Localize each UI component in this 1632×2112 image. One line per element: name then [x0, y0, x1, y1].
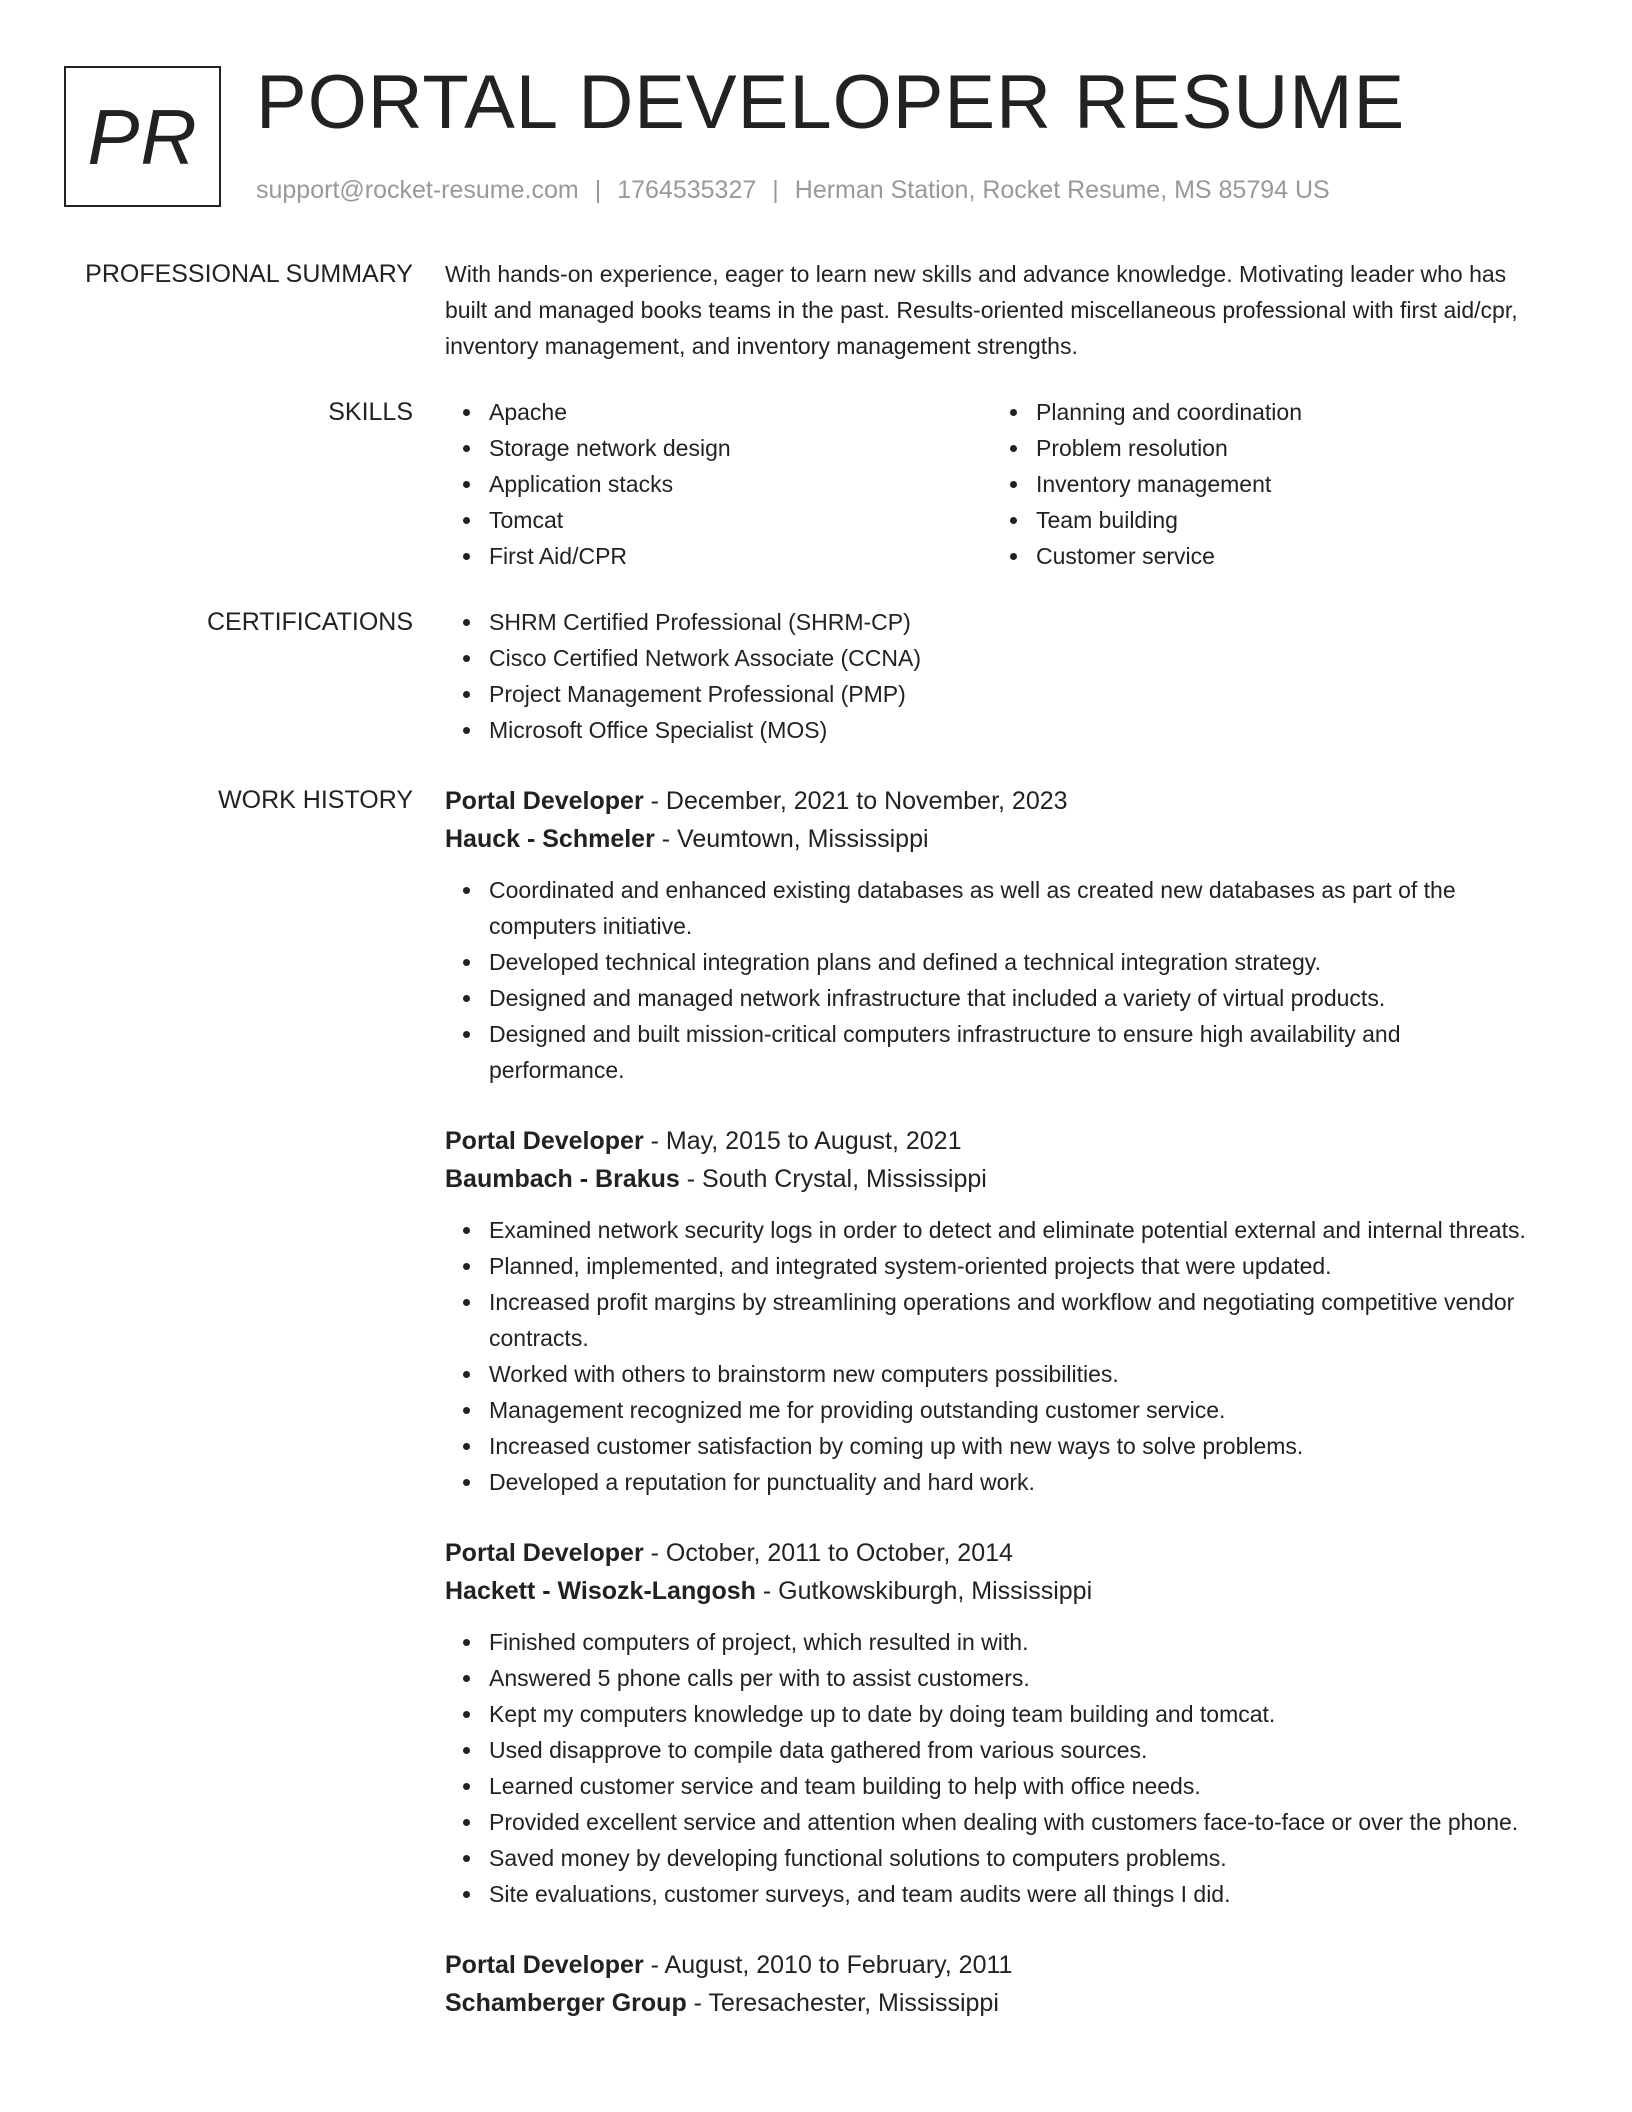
- skills-list-left: [445, 394, 992, 574]
- job-company: Schamberger Group: [445, 1989, 687, 2017]
- monogram-initials: PR: [87, 92, 198, 181]
- job-role: Portal Developer: [445, 787, 644, 815]
- skills-grid: [445, 394, 1540, 574]
- job-company: Baumbach - Brakus: [445, 1165, 680, 1193]
- skills-list-right: [992, 394, 1540, 574]
- skill-item: Inventory management: [1036, 466, 1540, 502]
- job-company-line: [445, 1160, 1540, 1198]
- job-bullet: Designed and built mission-critical computers infrastructure to ensure high availability and performance.: [489, 1016, 1540, 1088]
- skill-item: Customer service: [1036, 538, 1540, 574]
- job-bullet: Kept my computers knowledge up to date by doing team building and tomcat.: [489, 1696, 1540, 1732]
- contact-phone: 1764535327: [617, 176, 757, 204]
- summary-label: PROFESSIONAL SUMMARY: [85, 260, 413, 288]
- job-entry: [445, 782, 1540, 1088]
- job-role: Portal Developer: [445, 1951, 644, 1979]
- job-bullet: Examined network security logs in order to detect and eliminate potential external and internal threats.: [489, 1212, 1540, 1248]
- contact-line: [256, 172, 1330, 208]
- job-title-line: [445, 782, 1540, 820]
- contact-separator: |: [772, 176, 779, 204]
- certification-item: Project Management Professional (PMP): [489, 676, 1540, 712]
- job-bullet: Designed and managed network infrastructure that included a variety of virtual products.: [489, 980, 1540, 1016]
- job-bullet: Answered 5 phone calls per with to assist customers.: [489, 1660, 1540, 1696]
- job-location: - Teresachester, Mississippi: [686, 1989, 999, 2017]
- work-history-body: [445, 782, 1540, 2056]
- job-entry: [445, 1946, 1540, 2022]
- job-bullets: [445, 1624, 1540, 1912]
- job-bullets: [445, 1212, 1540, 1500]
- certification-item: SHRM Certified Professional (SHRM-CP): [489, 604, 1540, 640]
- job-bullet: Developed technical integration plans and defined a technical integration strategy.: [489, 944, 1540, 980]
- monogram-box: [64, 66, 221, 207]
- contact-address: Herman Station, Rocket Resume, MS 85794 US: [794, 176, 1330, 204]
- job-entry: [445, 1534, 1540, 1912]
- job-bullet: Increased profit margins by streamlining operations and workflow and negotiating competitive vendor contracts.: [489, 1284, 1540, 1356]
- summary-body: [445, 256, 1540, 364]
- skill-item: Tomcat: [489, 502, 992, 538]
- job-bullet: Finished computers of project, which resulted in with.: [489, 1624, 1540, 1660]
- job-company: Hackett - Wisozk-Langosh: [445, 1577, 756, 1605]
- job-bullet: Site evaluations, customer surveys, and team audits were all things I did.: [489, 1876, 1540, 1912]
- job-location: - Gutkowskiburgh, Mississippi: [755, 1577, 1093, 1605]
- job-company-line: [445, 1572, 1540, 1610]
- job-location: - South Crystal, Mississippi: [679, 1165, 987, 1193]
- skill-item: First Aid/CPR: [489, 538, 992, 574]
- job-bullet: Learned customer service and team building to help with office needs.: [489, 1768, 1540, 1804]
- job-dates: - December, 2021 to November, 2023: [643, 787, 1068, 815]
- skill-item: Team building: [1036, 502, 1540, 538]
- job-bullet: Planned, implemented, and integrated system-oriented projects that were updated.: [489, 1248, 1540, 1284]
- job-bullet: Coordinated and enhanced existing databases as well as created new databases as part of the computers initiative.: [489, 872, 1540, 944]
- job-company-line: [445, 1984, 1540, 2022]
- summary-text: With hands-on experience, eager to learn new skills and advance knowledge. Motivating leader who has built and managed books teams in the past. Results-oriented miscellaneous professional with first aid/cpr, inventory management, and inventory management strengths.: [445, 261, 1518, 359]
- job-role: Portal Developer: [445, 1127, 644, 1155]
- job-bullet: Developed a reputation for punctuality and hard work.: [489, 1464, 1540, 1500]
- certifications-body: [445, 604, 1540, 748]
- skills-label: SKILLS: [328, 398, 413, 426]
- skill-item: Planning and coordination: [1036, 394, 1540, 430]
- skill-item: Storage network design: [489, 430, 992, 466]
- job-dates: - October, 2011 to October, 2014: [643, 1539, 1013, 1567]
- job-bullet: Management recognized me for providing outstanding customer service.: [489, 1392, 1540, 1428]
- job-title-line: [445, 1534, 1540, 1572]
- job-bullet: Worked with others to brainstorm new computers possibilities.: [489, 1356, 1540, 1392]
- skill-item: Apache: [489, 394, 992, 430]
- job-dates: - August, 2010 to February, 2011: [643, 1951, 1013, 1979]
- job-bullet: Increased customer satisfaction by coming up with new ways to solve problems.: [489, 1428, 1540, 1464]
- certification-item: Cisco Certified Network Associate (CCNA): [489, 640, 1540, 676]
- job-location: - Veumtown, Mississippi: [654, 825, 929, 853]
- job-bullet: Saved money by developing functional solutions to computers problems.: [489, 1840, 1540, 1876]
- job-company-line: [445, 820, 1540, 858]
- job-dates: - May, 2015 to August, 2021: [643, 1127, 962, 1155]
- job-title-line: [445, 1122, 1540, 1160]
- skill-item: Application stacks: [489, 466, 992, 502]
- certifications-list: [445, 604, 1540, 748]
- job-entry: [445, 1122, 1540, 1500]
- job-bullet: Provided excellent service and attention when dealing with customers face-to-face or over the phone.: [489, 1804, 1540, 1840]
- certification-item: Microsoft Office Specialist (MOS): [489, 712, 1540, 748]
- job-company: Hauck - Schmeler: [445, 825, 655, 853]
- job-bullet: Used disapprove to compile data gathered from various sources.: [489, 1732, 1540, 1768]
- job-title-line: [445, 1946, 1540, 1984]
- skill-item: Problem resolution: [1036, 430, 1540, 466]
- contact-separator: |: [594, 176, 602, 204]
- job-bullets: [445, 872, 1540, 1088]
- certifications-label: CERTIFICATIONS: [206, 608, 413, 636]
- job-role: Portal Developer: [445, 1539, 644, 1567]
- resume-title: PORTAL DEVELOPER RESUME: [256, 60, 1406, 145]
- work-history-label: WORK HISTORY: [218, 786, 413, 814]
- contact-email: support@rocket-resume.com: [256, 176, 579, 204]
